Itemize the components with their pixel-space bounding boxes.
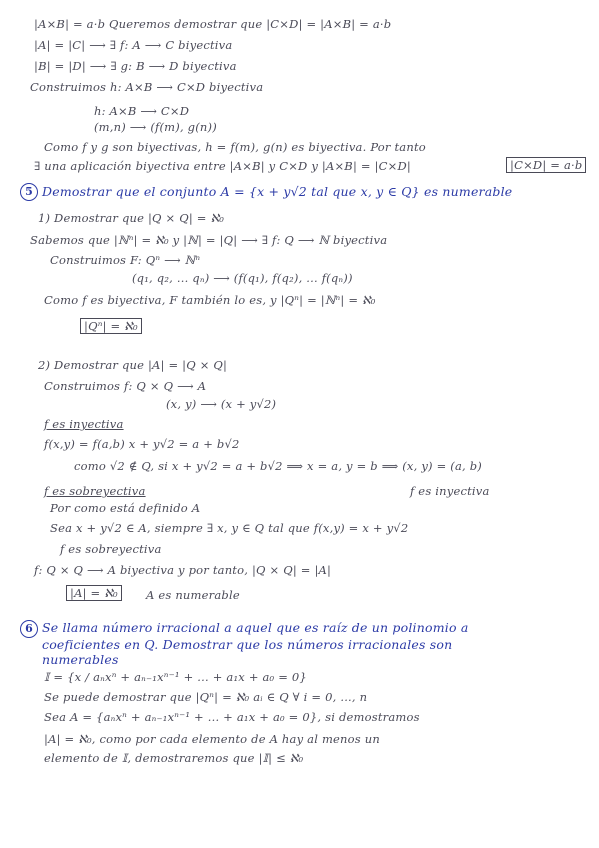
text-line: |B| = |D| ⟶ ∃ g: B ⟶ D biyectiva: [34, 59, 237, 73]
text-line: elemento de 𝕀, demostraremos que |𝕀| ≤ ℵ₀: [44, 751, 304, 765]
text-line: Como f es biyectiva, F también lo es, y |Qⁿ| = |ℕⁿ| = ℵ₀: [44, 293, 376, 307]
text-line: Construimos h: A×B ⟶ C×D biyectiva: [30, 80, 264, 94]
text-line: A es numerable: [146, 588, 240, 602]
text-line: 1) Demostrar que |Q × Q| = ℵ₀: [38, 211, 225, 225]
text-line: 2) Demostrar que |A| = |Q × Q|: [38, 358, 228, 372]
boxed-result: |C×D| = a·b: [506, 157, 586, 173]
text-line: |A| = ℵ₀, como por cada elemento de A hay al menos un: [44, 732, 380, 746]
section-heading: Demostrar que el conjunto A = {x + y√2 tal que x, y ∈ Q} es numerable: [42, 184, 513, 199]
boxed-result: |Qⁿ| = ℵ₀: [80, 318, 142, 334]
section-heading: coeficientes en Q. Demostrar que los números irracionales son: [42, 637, 453, 652]
subheading: f es inyectiva: [44, 417, 124, 431]
text-line: (q₁, q₂, ... qₙ) ⟶ (f(q₁), f(q₂), ... f(qₙ)): [132, 271, 353, 285]
boxed-result: |A| = ℵ₀: [66, 585, 122, 601]
text-line: Sabemos que |ℕⁿ| = ℵ₀ y |ℕ| = |Q| ⟶ ∃ f: Q ⟶ ℕ biyectiva: [30, 233, 388, 247]
text-line: Construimos f: Q × Q ⟶ A: [44, 379, 207, 393]
text-line: Construimos F: Qⁿ ⟶ ℕⁿ: [50, 253, 201, 267]
text-line: Como f y g son biyectivas, h = f(m), g(n) es biyectiva. Por tanto: [44, 140, 426, 154]
text-line: (x, y) ⟶ (x + y√2): [166, 397, 277, 411]
text-line: f es inyectiva: [410, 484, 490, 498]
text-line: h: A×B ⟶ C×D: [94, 104, 190, 118]
text-line: 𝕀 = {x / aₙxⁿ + aₙ₋₁xⁿ⁻¹ + ... + a₁x + a₀ = 0}: [44, 670, 307, 684]
text-line: |A×B| = a·b Queremos demostrar que |C×D| = |A×B| = a·b: [34, 17, 392, 31]
section-number-badge: 6: [20, 620, 38, 638]
section-number-badge: 5: [20, 183, 38, 201]
subheading: f es sobreyectiva: [44, 484, 146, 498]
text-line: Sea x + y√2 ∈ A, siempre ∃ x, y ∈ Q tal que f(x,y) = x + y√2: [50, 521, 409, 535]
section-heading: numerables: [42, 652, 119, 667]
section-heading: Se llama número irracional a aquel que es raíz de un polinomio a: [42, 620, 469, 635]
text-line: Se puede demostrar que |Qⁿ| = ℵ₀ aᵢ ∈ Q ∀ i = 0, ..., n: [44, 690, 368, 704]
text-line: f es sobreyectiva: [60, 542, 162, 556]
text-line: (m,n) ⟶ (f(m), g(n)): [94, 120, 217, 134]
text-line: como √2 ∉ Q, si x + y√2 = a + b√2 ⟹ x = a, y = b ⟹ (x, y) = (a, b): [74, 459, 482, 473]
text-line: Por como está definido A: [50, 501, 201, 515]
text-line: ∃ una aplicación biyectiva entre |A×B| y C×D y |A×B| = |C×D|: [34, 159, 411, 173]
text-line: f(x,y) = f(a,b) x + y√2 = a + b√2: [44, 437, 240, 451]
text-line: Sea A = {aₙxⁿ + aₙ₋₁xⁿ⁻¹ + ... + a₁x + a₀ = 0}, si demostramos: [44, 710, 420, 724]
text-line: f: Q × Q ⟶ A biyectiva y por tanto, |Q × Q| = |A|: [34, 563, 332, 577]
text-line: |A| = |C| ⟶ ∃ f: A ⟶ C biyectiva: [34, 38, 233, 52]
